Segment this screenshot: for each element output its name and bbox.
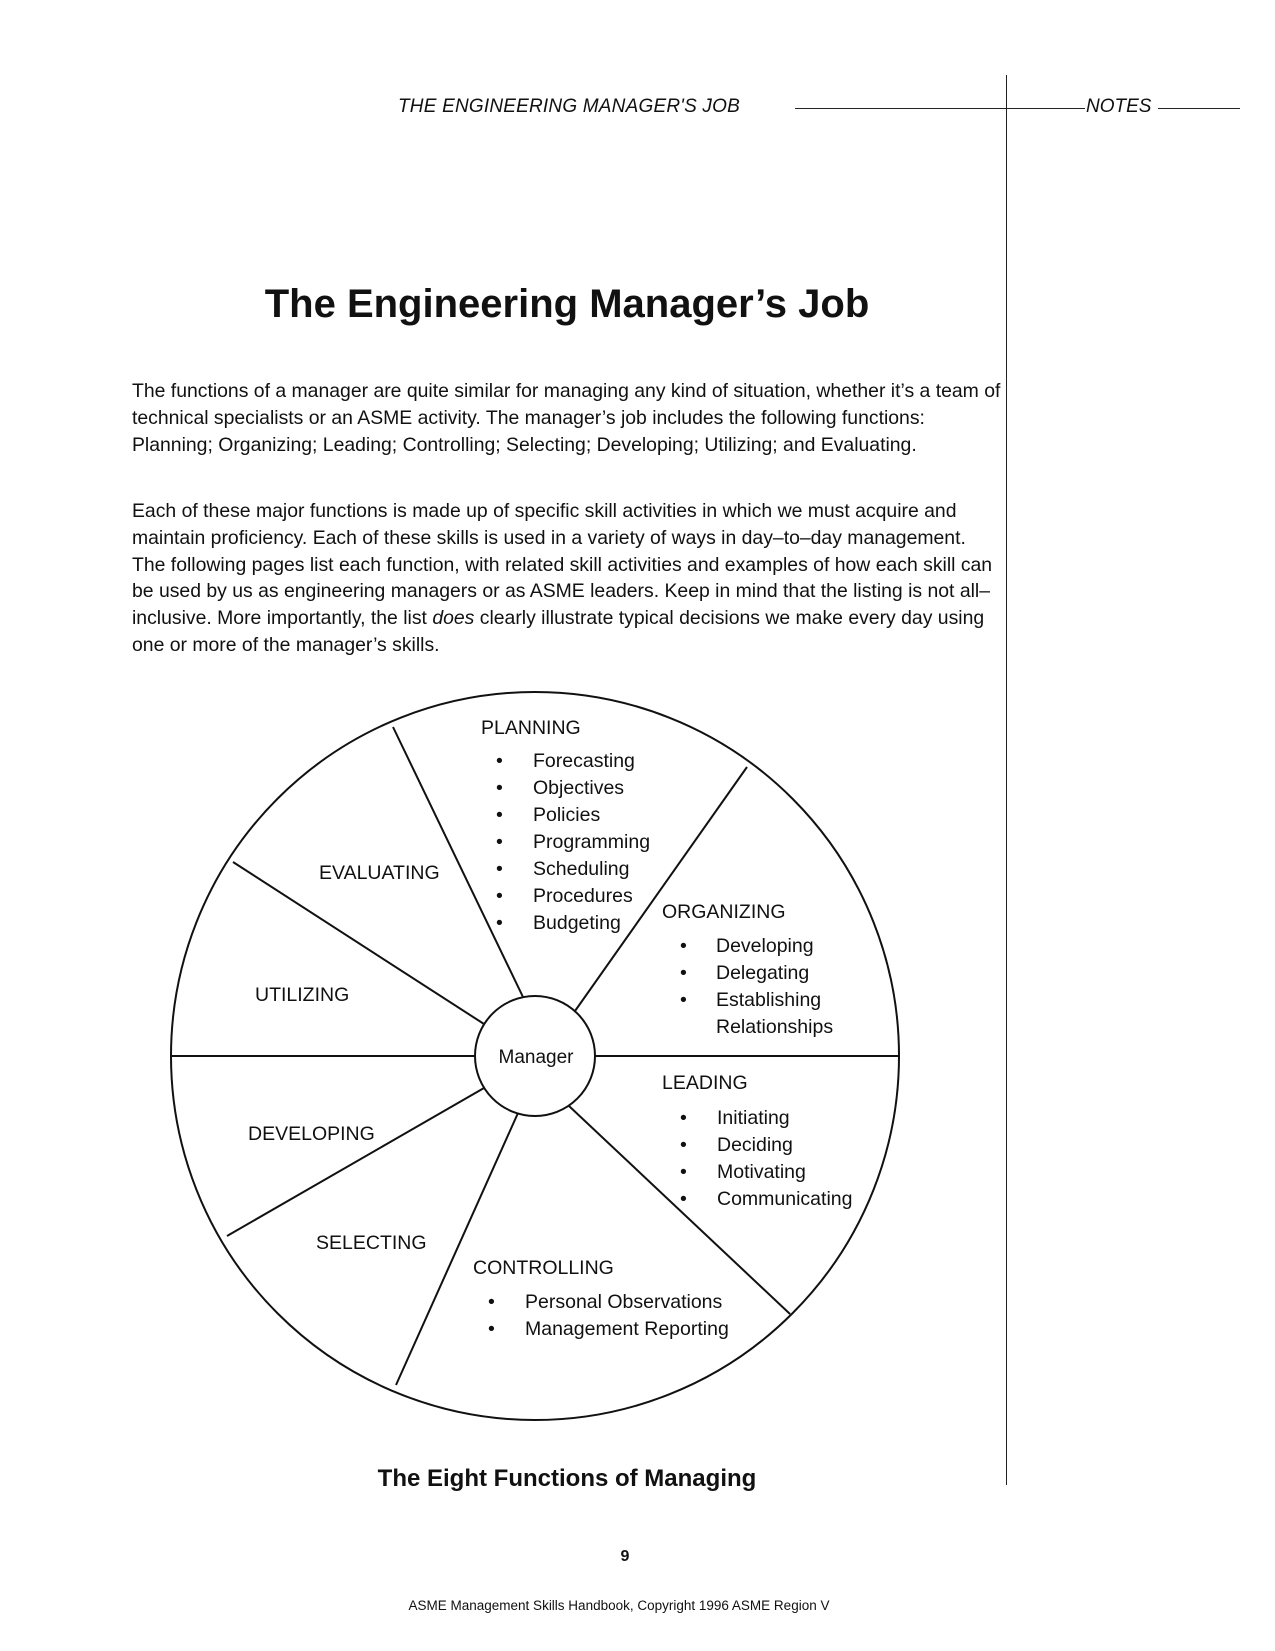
divider-selecting-developing xyxy=(227,1088,484,1236)
bullet-icon: • xyxy=(496,912,503,934)
bullet-icon: • xyxy=(496,777,503,799)
skills-paragraph-text-2: clearly illustrate typical decisions we make every day using one or more of the manager’s skills. xyxy=(132,607,985,656)
evaluating-label: EVALUATING xyxy=(319,862,440,884)
leading-item-communicating: Communicating xyxy=(717,1188,853,1210)
bullet-icon: • xyxy=(496,885,503,907)
organizing-item-establishing: Establishing xyxy=(716,989,822,1011)
page-number: 9 xyxy=(620,1548,630,1565)
leading-label: LEADING xyxy=(662,1072,748,1094)
planning-item-budgeting: Budgeting xyxy=(533,912,621,934)
controlling-label: CONTROLLING xyxy=(473,1257,614,1279)
bullet-icon: • xyxy=(496,831,503,853)
leading-item-motivating: Motivating xyxy=(717,1161,806,1183)
controlling-item-personal-observations: Personal Observations xyxy=(525,1291,723,1313)
bullet-icon: • xyxy=(680,1161,687,1183)
utilizing-label: UTILIZING xyxy=(255,984,350,1006)
planning-item-scheduling: Scheduling xyxy=(533,858,630,880)
page-title: The Engineering Manager’s Job xyxy=(264,282,870,326)
bullet-icon: • xyxy=(496,750,503,772)
bullet-icon: • xyxy=(680,1188,687,1210)
organizing-item-delegating: Delegating xyxy=(716,962,810,984)
selecting-label: SELECTING xyxy=(316,1232,427,1254)
manager-label: Manager xyxy=(498,1047,574,1068)
organizing-item-developing: Developing xyxy=(716,935,814,957)
leading-item-deciding: Deciding xyxy=(717,1134,793,1156)
leading-item-initiating: Initiating xyxy=(717,1107,790,1129)
bullet-icon: • xyxy=(680,962,687,984)
running-header-title: THE ENGINEERING MANAGER'S JOB xyxy=(398,96,740,117)
bullet-icon: • xyxy=(488,1318,495,1340)
bullet-icon: • xyxy=(496,804,503,826)
skills-paragraph-emphasis: does xyxy=(432,607,475,630)
organizing-label: ORGANIZING xyxy=(662,901,786,923)
bullet-icon: • xyxy=(488,1291,495,1313)
planning-item-policies: Policies xyxy=(533,804,601,826)
bullet-icon: • xyxy=(496,858,503,880)
notes-label: NOTES xyxy=(1086,96,1152,117)
copyright-footer: ASME Management Skills Handbook, Copyright 1996 ASME Region V xyxy=(408,1598,830,1613)
intro-paragraph: The functions of a manager are quite similar for managing any kind of situation, whether it’s a team of technical specialists or an ASME activity. The manager’s job includes the following functions: Planning; Organizing; Leading; Controlling; Selecting; Developing; Utilizing; and Evaluating. xyxy=(132,380,1001,456)
bullet-icon: • xyxy=(680,989,687,1011)
controlling-item-management-reporting: Management Reporting xyxy=(525,1318,729,1340)
bullet-icon: • xyxy=(680,1107,687,1129)
developing-label: DEVELOPING xyxy=(248,1123,375,1145)
planning-item-objectives: Objectives xyxy=(533,777,625,799)
bullet-icon: • xyxy=(680,935,687,957)
organizing-item-relationships: Relationships xyxy=(716,1016,834,1038)
planning-label: PLANNING xyxy=(481,717,581,739)
skills-paragraph-text-1: Each of these major functions is made up of specific skill activities in which we must acquire and maintain proficiency. Each of these skills is used in a variety of ways in day–to–day management. The following pages list each function, with related skill activities and examples of how each skill can be used by us as engineering managers or as ASME leaders. Keep in mind that the listing is not all–inclusive. More importantly, the list xyxy=(132,500,993,630)
diagram-caption: The Eight Functions of Managing xyxy=(377,1465,757,1492)
planning-item-programming: Programming xyxy=(533,831,651,853)
planning-item-forecasting: Forecasting xyxy=(533,750,635,772)
bullet-icon: • xyxy=(680,1134,687,1156)
planning-item-procedures: Procedures xyxy=(533,885,633,907)
